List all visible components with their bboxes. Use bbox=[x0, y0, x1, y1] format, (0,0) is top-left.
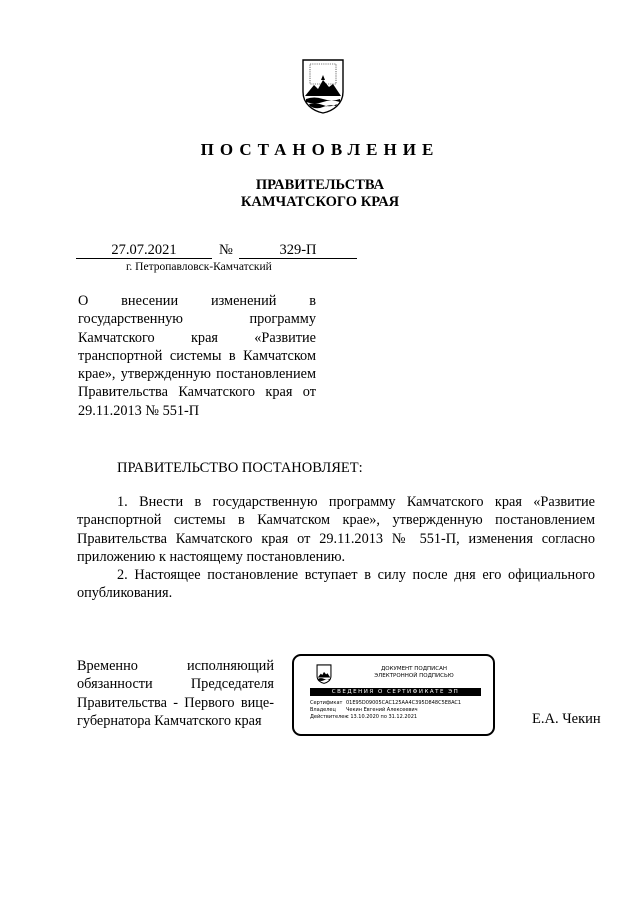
stamp-caption bbox=[364, 666, 464, 680]
digital-signature-stamp bbox=[292, 654, 495, 736]
stamp-caption-line-1: ДОКУМЕНТ ПОДПИСАН bbox=[380, 666, 448, 672]
authority-line-2: КАМЧАТСКОГО КРАЯ bbox=[240, 194, 400, 210]
stamp-emblem-icon bbox=[316, 664, 332, 684]
document-body bbox=[77, 493, 595, 603]
stamp-certificate-header: СВЕДЕНИЯ О СЕРТИФИКАТЕ ЭП bbox=[310, 688, 481, 696]
stamp-row-value: с 13.10.2020 по 31.12.2021 bbox=[346, 714, 418, 720]
stamp-row-owner bbox=[310, 707, 461, 714]
document-title: ПОСТАНОВЛЕНИЕ bbox=[200, 140, 440, 159]
stamp-row-certificate bbox=[310, 700, 461, 707]
number-sign: № bbox=[219, 242, 233, 258]
emblem-icon bbox=[300, 58, 346, 114]
issuing-authority bbox=[0, 177, 640, 211]
signer-name: Е.А. Чекин bbox=[532, 711, 601, 727]
document-subject: О внесении изменений в государственную программу Камчатского края «Развитие транспортной системы в Камчатском крае», утвержденную постановлением Правительства Камчатского края от 29.11.2013 № 551-П bbox=[78, 293, 316, 419]
document-date: 27.07.2021 bbox=[76, 242, 212, 259]
stamp-row-key: Действителен bbox=[310, 714, 348, 720]
signer-position: Временно исполняющий обязанности Председателя Правительства - Первого вице-губернатора Камчатского края bbox=[77, 658, 274, 729]
stamp-row-key: Сертификат bbox=[310, 700, 343, 706]
document-number: 329-П bbox=[239, 242, 357, 259]
city-line: г. Петропавловск-Камчатский bbox=[126, 261, 272, 273]
stamp-details bbox=[310, 700, 461, 721]
stamp-row-validity bbox=[310, 714, 461, 721]
stamp-caption-line-2: ЭЛЕКТРОННОЙ ПОДПИСЬЮ bbox=[374, 673, 454, 679]
stamp-row-value: Чекин Евгений Алексеевич bbox=[346, 707, 418, 713]
stamp-row-value: 01E95D09005CAC125AA4C395D848C5E8AC1 bbox=[346, 700, 462, 706]
paragraph-2: 2. Настоящее постановление вступает в силу после дня его официального опубликования. bbox=[77, 567, 595, 602]
authority-line-1: ПРАВИТЕЛЬСТВА bbox=[255, 177, 385, 193]
decree-heading: ПРАВИТЕЛЬСТВО ПОСТАНОВЛЯЕТ: bbox=[117, 460, 363, 476]
paragraph-1: 1. Внести в государственную программу Камчатского края «Развитие транспортной системы в Камчатском крае», утвержденную постановлением Правительства Камчатского края от 29.11.2013 № 551-П, изменения согласно приложению к настоящему постановлению. bbox=[77, 494, 595, 565]
stamp-row-key: Владелец bbox=[310, 707, 336, 713]
